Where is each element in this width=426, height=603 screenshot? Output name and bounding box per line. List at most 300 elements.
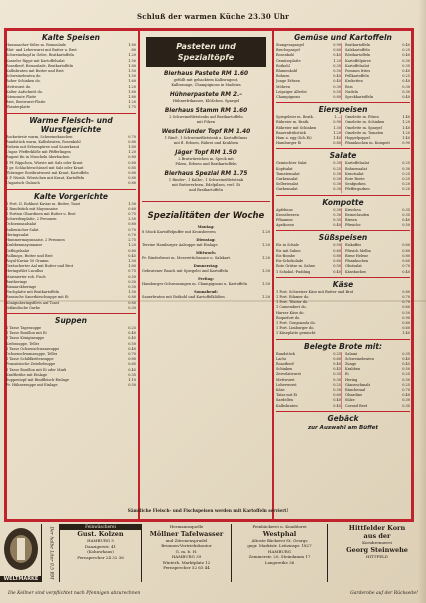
section-title-pasteten: Pasteten und Spezialtöpfe [147, 38, 265, 66]
menu-item-price: 0.80 [128, 181, 136, 186]
menu-item-price: 0.80 [402, 248, 410, 253]
menu-item-name: Omelette m. Pilzen [345, 115, 379, 120]
menu-item-price: 0.30 [333, 84, 341, 89]
section-rule [276, 148, 410, 149]
menu-item-name: Bismarckheringe [6, 284, 37, 289]
menu-item-price: 0.50 [333, 89, 341, 94]
menu-item-name: Rühreier m. Bratk. [276, 120, 310, 125]
menu-item-name: Möhren [276, 84, 290, 89]
menu-item-name: Kartoffelpüree [345, 58, 371, 63]
menu-item-price: 0.30 [333, 387, 341, 392]
menu-item-price: 0.30 [333, 207, 341, 212]
menu-item-name: Marinierter roh. Fisch [6, 274, 46, 279]
menu-item-name: Fischplatte mit Bratkartoffeln [6, 290, 60, 295]
menu-item-name: Theaterplatte [6, 105, 31, 110]
menu-item-price: 0.25 [402, 372, 410, 377]
weekday-special [142, 277, 270, 287]
menu-item-name: Hummermayonnaise, 2 Personen [6, 238, 65, 243]
menu-item-name: Rotkohl [276, 63, 290, 68]
menu-item-price: 1.10 [128, 377, 136, 382]
ad-line: Winterh. Marktplatz 12 [162, 559, 211, 565]
ad-line: Hermannsquelle [169, 524, 204, 529]
menu-item-price: 0.40 [402, 393, 410, 398]
menu-item-name: Rote Grütze m. Sahne [276, 264, 316, 269]
menu-item-price: 1.20 [333, 130, 341, 135]
special-dish-name: Bierhaus Spezial RM 1.75 [164, 171, 248, 177]
section-title-spezialitaeten: Spezialitäten der Woche [147, 211, 265, 221]
menu-item-price: 0.30 [333, 161, 341, 166]
eierspeisen-list-b [341, 115, 410, 146]
section-title-vorgerichte: Kalte Vorgerichte [33, 191, 109, 201]
menu-item-price: 0.50 [128, 279, 136, 284]
menu-item-price: 2.75 [128, 238, 136, 243]
menu-item-price: 0.80 [402, 320, 410, 325]
menu-item-price: 0.40 [333, 361, 341, 366]
menu-item-name: Gänseschmalz [345, 382, 371, 387]
menu-item-price: 1.80 [128, 43, 136, 47]
menu-item-name: Thüringer Rostbratwurst mit Kraut, Kartoffeln [6, 171, 89, 176]
ad-line: HAMBURG 39 [171, 554, 202, 559]
menu-item-name: Geräucherter Aal mit Butter und Brot [6, 264, 74, 269]
section-rule [276, 195, 410, 196]
ad-hermannsquelle [142, 524, 232, 582]
menu-item-price: 0.80 [128, 139, 136, 144]
menu-item-name: Kalbsbraten [276, 403, 298, 408]
special-dish [142, 91, 270, 104]
menu-item-price: 0.60 [128, 206, 136, 211]
menu-item-name: 1 Camembert do. [276, 305, 307, 310]
menu-item-name: Ungarisch Gulasch [6, 181, 40, 186]
menu-item-price: 0.80 [402, 289, 410, 294]
special-dish-description: Hühnerfrikassee, Klößchen, Spargel [172, 99, 240, 103]
menu-item-price: 0.70 [128, 351, 136, 356]
menu-item-price: 0.25 [333, 166, 341, 171]
ad-line: Feinwäscherei [60, 524, 141, 530]
section-rule [276, 277, 410, 278]
kompotte-list-a [276, 208, 341, 229]
menu-item-name: Aprikosen [276, 223, 294, 228]
menu-item-price: 1.60 [128, 89, 136, 94]
ad-line: Langereihe 36 [264, 559, 295, 565]
menu-item-price: 0.25 [402, 74, 410, 79]
menu-item-name: Bohnen [276, 74, 290, 79]
menu-item-price: 0.25 [402, 48, 410, 53]
menu-item-price: 0.40 [333, 223, 341, 228]
menu-item-name: Gurkensalat [276, 177, 298, 182]
section-rule [142, 201, 270, 202]
menu-item-name: Krebssuppe, Teller [6, 341, 40, 346]
menu-item-name: 1 Tasse Tagessuppe [6, 325, 42, 330]
suessspeisen-list-a [276, 243, 341, 274]
menu-item-price: 0.60 [402, 259, 410, 264]
menu-item-price: 1.80 [128, 95, 136, 100]
menu-item-name: Ungar. Pfefferklöße mit Pfifferlingen [6, 150, 71, 155]
menu-item-price: 0.70 [128, 134, 136, 139]
menu-item-name: Blut- und Leberwurst mit Butter u. Brot [6, 48, 77, 53]
menu-item-name: Lachs [276, 356, 287, 361]
weekly-specials-list [142, 225, 270, 300]
menu-item-name: 1 Tasse Bouillon mit Ei oder Mark [6, 367, 67, 372]
waiter-notice: Die Kellner sind verpflichtet nach Pfennigen abzurechnen [8, 590, 141, 596]
menu-item-name: Rundstück [276, 351, 295, 356]
special-dish-description: gefüllt mit gehacktem Kalbsragout, [173, 78, 239, 82]
special-dish-description: mit fl. Erbsen, Rührei und Krabben [173, 141, 239, 145]
menu-item-price: 0.35 [402, 63, 410, 68]
kompotte-table [276, 208, 410, 229]
menu-item-price: 1.20 [402, 120, 410, 125]
menu-item-price: 0.40 [128, 331, 136, 336]
menu-item-name: Birnen [345, 218, 357, 223]
special-dish-description: 1 Rind-, 1 Schweinefiletsteak u. Kartoffelmus [164, 136, 248, 140]
eierspeisen-table [276, 115, 410, 146]
menu-item-price: 0.60 [333, 393, 341, 398]
menu-item-name: Fr. Hühnersuppe mit Einlage [6, 383, 58, 388]
menu-item-row [276, 141, 341, 146]
menu-item-name: Stangenspargel [276, 43, 304, 47]
menu-item-price: 0.60 [333, 48, 341, 53]
menu-item-price: 1.40 [402, 136, 410, 141]
weekday-price: 1.20 [261, 230, 270, 234]
ad-line: und Zitronensprudel [165, 537, 208, 543]
menu-item-name: Jütländische Gurke [6, 305, 40, 310]
menu-item-name: Ochsenmaulsalat [6, 222, 37, 227]
weekday-dish: 8 Stück Kartoffelpuffer mit Kronsbeeren [142, 230, 216, 234]
special-dish [142, 70, 270, 88]
special-dish-description: Pilzen, Erbsen und Bratkartoffeln [175, 162, 237, 166]
special-dish-description: 1 Rinder-, 1 Kalbs-, 1 Schweinefiletsteak [168, 178, 244, 182]
menu-item-name: Kartoffelsalat [345, 63, 370, 68]
menu-item-name: 1 Käseplatte gemischt [276, 331, 316, 336]
menu-item-name: 1 Tasse Bouillon mit Ei [6, 331, 47, 336]
menu-item-name: Eiskaffee [345, 243, 362, 248]
menu-item-price: 0.30 [333, 182, 341, 187]
menu-item-name: Pfannkuchen [345, 259, 369, 264]
menu-item-price: 0.75 [128, 212, 136, 217]
section-title-eierspeisen: Eierspeisen [318, 105, 368, 115]
section-rule [276, 230, 410, 231]
menu-item-price: 0.30 [402, 58, 410, 63]
menu-item-name: Käse [276, 387, 285, 392]
menu-item-name: 1 gr. Schlachteschüssel mit Salz oder Kraut [6, 165, 84, 170]
menu-item-price: 0.40 [402, 53, 410, 58]
kompotte-list-b [341, 208, 410, 229]
menu-item-name: 1 Portion Ölsardinen mit Butter u. Brot [6, 212, 76, 217]
menu-item-name: Leipziger Allerlei [276, 89, 307, 94]
menu-item-price: 0.40 [402, 218, 410, 223]
weekday-price: 1.20 [261, 295, 270, 299]
menu-item-name: Eisbein mit Erbsenpüree und Sauerkraut [6, 145, 80, 150]
menu-item-row [345, 187, 410, 192]
belegte-brote-list-a [276, 352, 341, 409]
menu-item-price: .80 [130, 48, 136, 53]
menu-item-name: Bratkartoffeln [345, 43, 371, 47]
menu-item-price: 1.40 [402, 125, 410, 130]
menu-item-price: 0.20 [402, 187, 410, 192]
weekday-special [142, 225, 270, 235]
menu-item-row [345, 141, 410, 146]
menu-item-price: 0.30 [333, 212, 341, 217]
column-divider-left [138, 31, 140, 519]
menu-item-price: 0.50 [402, 367, 410, 372]
menu-item-name: Rollmops, Butter und Brot [6, 253, 53, 258]
special-dish [142, 170, 270, 193]
menu-item-name: Ölsardine [345, 393, 363, 398]
menu-item-name: Selleriesalat [276, 182, 299, 187]
special-dish-description: und Bratkartoffeln [189, 188, 223, 192]
menu-item-price: 0.90 [402, 315, 410, 320]
menu-item-name: Ochsenschwanzsuppe, Teller [6, 351, 58, 356]
menu-item-name: 1 Port. Tilsiter do. [276, 300, 309, 305]
ad-line: G. m. b. H. [175, 548, 198, 554]
weekday-dish: Sauerbraten mit Rotkohl und Kartoffelklößen [142, 295, 225, 299]
menu-item-name: Ham a. egg (Sch.Ei) [276, 136, 312, 141]
weekday-special [142, 264, 270, 274]
menu-item-name: 1 Schokol.-Pudding [276, 269, 311, 274]
menu-item-row [345, 404, 410, 409]
menu-item-row [345, 270, 410, 275]
menu-item-price: 0.25 [333, 351, 341, 356]
menu-item-price: 0.50 [402, 310, 410, 315]
section-title-kompotte: Kompotte [322, 197, 364, 207]
pasteten-list [142, 70, 270, 193]
weekday-price: 1.20 [261, 243, 270, 247]
menu-item-name: Mettwurst [276, 377, 295, 382]
menu-item-row [276, 404, 341, 409]
section-title-gemuese: Gemüse und Kartoffeln [294, 33, 392, 42]
beer-logo-ad [0, 524, 42, 582]
menu-item-name: Krautsalat [345, 171, 364, 176]
menu-item-price: 0.60 [402, 326, 410, 331]
menu-item-price: 0.70 [402, 264, 410, 269]
menu-item-price: 0.60 [402, 305, 410, 310]
menu-item-price: 0.80 [402, 253, 410, 258]
menu-item-name: Salami [345, 351, 358, 356]
weekday-dish-row [142, 256, 270, 261]
special-dish-description: 2 Bratwürstchen m. Speck mit [178, 157, 234, 161]
menu-item-name: Eis-Bombe [276, 253, 295, 258]
weekday-dish-row [142, 269, 270, 274]
weekday-price: 1.30 [261, 269, 270, 273]
ad-line: HAMBURG [268, 548, 291, 554]
menu-item-row [345, 95, 410, 100]
potato-footnote: Sämtliche Fleisch- und Fischspeisen werden mit Kartoffeln serviert! [127, 508, 289, 513]
menu-item-name: Tomatensalat [276, 171, 300, 176]
menu-item-name: Rosenkohl [276, 53, 295, 58]
menu-item-name: Schinken [276, 367, 293, 372]
menu-item-price: 0.60 [333, 356, 341, 361]
menu-item-price: 0.50 [333, 69, 341, 74]
menu-item-price: 0.40 [333, 79, 341, 84]
section-rule [6, 113, 136, 114]
weekday-dish-row [142, 295, 270, 300]
section-rule [6, 313, 136, 314]
menu-item-price: 0.50 [333, 243, 341, 248]
menu-item-price: 0.40 [128, 346, 136, 351]
menu-item-name: 1 Port. Gorgonzola do. [276, 320, 316, 325]
ad-line: aus der [363, 532, 391, 540]
menu-item-name: Harzer Käse do. [276, 310, 305, 315]
menu-item-name: Ei [345, 372, 349, 377]
vorgerichte-list [6, 202, 136, 311]
menu-item-price: 0.40 [333, 74, 341, 79]
menu-item-name: Kalbsbraten mit Butter und Brot [6, 69, 64, 74]
weekday-dish: Pr. Rinderbrust m. Meerrettichsauce u. Salzkart. [142, 256, 232, 260]
menu-item-price: 0.50 [128, 284, 136, 289]
menu-item-price: 0.80 [128, 248, 136, 253]
ad-line: Möllner Tafelwasser [149, 529, 224, 538]
menu-item-row [345, 223, 410, 228]
menu-item-name: Reis [345, 84, 353, 89]
special-dish [142, 107, 270, 125]
menu-item-name: Französische Zwiebelsuppe [6, 362, 56, 367]
menu-item-name: Suppentopf mit Rindfleisch-Einlage [6, 377, 69, 382]
menu-item-name: Heringssalat [6, 232, 29, 237]
menu-item-price: 0.70 [128, 227, 136, 232]
menu-item-name: 1 Pf. Rippchen, Würste mit Salz oder Kraut [6, 160, 83, 165]
kaese-list [276, 290, 410, 337]
menu-item-name: Pfannkuchen m. Kompott [345, 141, 390, 146]
middle-column [142, 31, 270, 300]
menu-item-name: Krabben [345, 367, 361, 372]
menu-item-price: 0.35 [402, 207, 410, 212]
menu-item-price: 0.80 [128, 176, 136, 181]
weekday-dish: Terrine Hamburger Aalsuppe mit Einlage [142, 243, 218, 247]
paper-edge-shadow [418, 0, 426, 603]
ad-line: Zemmerstr. 20, Steindamm 17 [248, 554, 311, 559]
menu-item-price: 0.30 [333, 177, 341, 182]
weekday-label: Mittwoch: [195, 251, 217, 255]
menu-item-name: Italienischer Salat [6, 227, 39, 232]
menu-item-name: 1 Tasse Ochsenschwanzsuppe [6, 346, 60, 351]
menu-item-name: Bratheringe [6, 279, 28, 284]
menu-item-name: Salzkartoffeln [345, 48, 370, 53]
menu-item-price: 1.50 [128, 201, 136, 206]
menu-item-name: Obstsalat [345, 264, 362, 269]
section-title-kalte-speisen: Kalte Speisen [41, 33, 101, 42]
menu-item-price: 0.40 [402, 269, 410, 274]
menu-item-name: Pfirsich Melba [345, 248, 371, 253]
menu-item-name: Pommes frites [345, 69, 371, 74]
menu-item-price: 0.40 [402, 43, 410, 47]
menu-item-name: Käsekuchen [345, 269, 367, 274]
menu-item-price: 0.80 [128, 160, 136, 165]
menu-item-name: Spiegeleier m. Bratk. [276, 115, 314, 120]
menu-item-price: 1.20 [128, 243, 136, 248]
menu-item-price: 0.80 [128, 357, 136, 362]
menu-item-row [276, 223, 341, 228]
menu-item-name: Kalter Aufschnitt do. [6, 89, 43, 94]
menu-item-name: Schweinekopf in Gelee, Bratkartoffeln [6, 53, 74, 58]
menu-item-name: Eis-Schokolade [276, 259, 304, 264]
menu-item-price: 0.25 [402, 177, 410, 182]
weekday-price: 1.20 [261, 256, 270, 260]
menu-item-price: 0.30 [333, 63, 341, 68]
special-dish-description: 2 Schweinefiletsteaks auf Bratkartoffeln [169, 115, 243, 119]
menu-item-name: 1 Tasse Schildkrötensuppe [6, 357, 54, 362]
menu-item-price: 1.50 [128, 258, 136, 263]
menu-item-name: Rote Beete [345, 177, 365, 182]
menu-item-price: 0.65 [128, 362, 136, 367]
gebaeck-note: zur Auswahl am Büffet [307, 424, 379, 431]
menu-item-name: Champignons [276, 95, 301, 100]
menu-item-price: 2.50 [128, 217, 136, 222]
menu-item-row [276, 270, 341, 275]
menu-item-name: Reineclauden [345, 212, 370, 217]
menu-item-price: 1.— [334, 115, 341, 120]
weekday-dish: Hamburger Ochsenzungen m. Champignons u. Kartoffeln [142, 282, 248, 286]
menu-item-price: 0.45 [333, 367, 341, 372]
menu-item-name: Roastbeef [276, 361, 294, 366]
menu-item-name: Zervelatwurst [276, 372, 301, 377]
eierspeisen-list-a [276, 115, 341, 146]
menu-item-name: Geflügelsalat [6, 248, 30, 253]
menu-item-price: 0.50 [128, 274, 136, 279]
pasteten-heading-box [146, 37, 266, 67]
weekday-special [142, 238, 270, 248]
ad-line: Gust. Kolzen [77, 530, 124, 538]
section-rule [276, 411, 410, 412]
beer-bottle-icon [0, 524, 42, 574]
menu-item-name: Hamburger Ei [276, 141, 302, 146]
price-vertical-text: Der halbe Liter 0,5 RM [48, 526, 53, 580]
menu-item-price: 0.25 [128, 325, 136, 330]
weekday-special [142, 251, 270, 261]
warme-gerichte-list [6, 135, 136, 187]
menu-item-name: Eis in Schale [276, 243, 299, 248]
menu-item-price: 1.20 [402, 130, 410, 135]
salate-list-a [276, 161, 341, 192]
menu-item-name: Kasseler Rippe mit Kartoffelsalat [6, 58, 65, 63]
ad-line: Georg Steinwehe [346, 545, 408, 554]
weekday-price: 1.50 [261, 282, 270, 286]
section-title-gebaeck: Gebäck [327, 413, 359, 423]
menu-item-name: Roquefort do. [276, 315, 301, 320]
salate-list-b [341, 161, 410, 192]
ad-line: Feinbäckerei u. Konditorei [252, 524, 307, 529]
special-dish-name: Jäger Topf RM 1.50 [175, 150, 237, 156]
menu-item-price: 0.45 [333, 403, 341, 408]
menu-item-price: 0.70 [402, 387, 410, 392]
ad-line: HAMBURG 5 [87, 538, 114, 543]
wardrobe-notice: Garderobe auf der Rückseite! [350, 590, 418, 596]
menu-item-name: Omelette m. Spargel [345, 125, 382, 130]
belegte-brote-table [276, 352, 410, 409]
section-title-salate: Salate [329, 151, 357, 161]
gemuese-table [276, 43, 410, 100]
menu-item-name: Blumenkohl [276, 69, 298, 74]
menu-item-price: 0.40 [402, 69, 410, 74]
menu-item-price: 0.90 [333, 43, 341, 47]
menu-item-price: 0.30 [402, 84, 410, 89]
menu-item-price: 0.35 [402, 403, 410, 408]
menu-item-price: 0.70 [402, 300, 410, 305]
menu-item-price: 1.50 [128, 69, 136, 74]
menu-item-name: Kraftbrühe mit Einlage [6, 372, 48, 377]
belegte-brote-list-b [341, 352, 410, 409]
menu-item-name: Heringsfilet Lucullus [6, 269, 44, 274]
menu-item-price: 0.35 [333, 218, 341, 223]
weekday-label: Montag: [197, 225, 215, 229]
ad-line: Altoste Bäckerei St. Georgs [251, 537, 308, 543]
menu-item-price: 1.40 [402, 331, 410, 336]
menu-item-price: 0.40 [402, 95, 410, 100]
menu-item-name: Apfelmus [276, 207, 293, 212]
menu-item-price: 0.30 [333, 171, 341, 176]
menu-item-price: 0.60 [333, 248, 341, 253]
menu-item-name: Bauernfrühstück [276, 130, 306, 135]
menu-item-price: 0.40 [333, 269, 341, 274]
menu-item-name: Mettwurst do. [6, 84, 32, 89]
